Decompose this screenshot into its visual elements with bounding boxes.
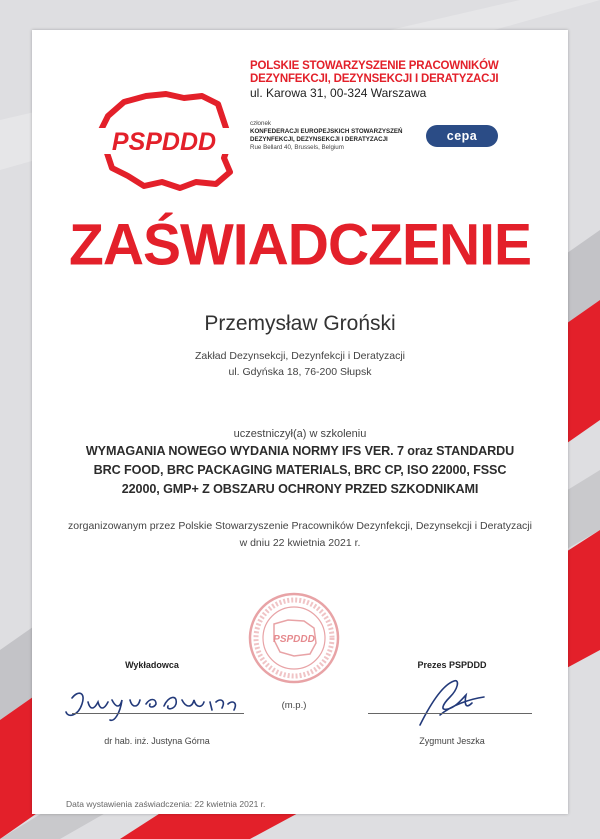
- organizer-line: zorganizowanym przez Polskie Stowarzyszenie Pracowników Dezynfekcji, Dezynsekcji i Deratyzacji: [68, 520, 532, 532]
- organization-name-line-2: DEZYNFEKCJI, DEZYNSEKCJI I DERATYZACJI: [250, 73, 499, 85]
- president-name: Zygmunt Jeszka: [419, 736, 485, 746]
- course-title-line-3: 22000, GMP+ Z OBSZARU OCHRONY PRZED SZKODNIKAMI: [121, 482, 479, 496]
- pspddd-logo: [84, 88, 244, 198]
- membership-info: [250, 120, 430, 152]
- certificate-title: ZAŚWIADCZENIE: [69, 212, 531, 278]
- issue-date: Data wystawienia zaświadczenia: 22 kwietnia 2021 r.: [66, 799, 266, 809]
- company-address: ul. Gdyńska 18, 76-200 Słupsk: [228, 366, 372, 378]
- course-title-line-2: BRC FOOD, BRC PACKAGING MATERIALS, BRC CP, ISO 22000, FSSC: [93, 463, 507, 477]
- stamp-text: PSPDDD: [273, 634, 315, 645]
- seal-label: (m.p.): [281, 700, 307, 711]
- lecturer-name: dr hab. inż. Justyna Górna: [104, 736, 210, 746]
- federation-line-1: KONFEDERACJI EUROPEJSKICH STOWARZYSZEŃ: [250, 128, 403, 135]
- course-title-line-1: WYMAGANIA NOWEGO WYDANIA NORMY IFS VER. 7 oraz STANDARDU: [85, 444, 515, 458]
- participant-name: Przemysław Groński: [204, 312, 396, 335]
- lecturer-title: Wykładowca: [125, 660, 179, 670]
- president-signature-line: [368, 713, 532, 714]
- certificate-sheet: [32, 30, 568, 814]
- lecturer-signature-line: [72, 713, 244, 714]
- organization-address: ul. Karowa 31, 00-324 Warszawa: [250, 86, 427, 100]
- training-date: w dniu 22 kwietnia 2021 r.: [239, 537, 361, 549]
- president-signature: [380, 675, 530, 730]
- participation-label: uczestniczył(a) w szkoleniu: [233, 428, 367, 440]
- organization-header: [250, 60, 550, 101]
- company-name: Zakład Dezynsekcji, Dezynfekcji i Deratyzacji: [194, 350, 406, 362]
- membership-label: członek: [250, 120, 271, 127]
- president-title: Prezes PSPDDD: [417, 660, 487, 670]
- organization-name-line-1: POLSKIE STOWARZYSZENIE PRACOWNIKÓW: [250, 60, 499, 72]
- cepa-logo: cepa: [426, 125, 498, 147]
- logo-text: PSPDDD: [111, 128, 217, 156]
- federation-address: Rue Bellard 40, Brussels, Belgium: [250, 144, 344, 151]
- federation-line-2: DEZYNFEKCJI, DEZYNSEKCJI I DERATYZACJI: [250, 136, 388, 143]
- lecturer-signature: [60, 680, 250, 730]
- official-stamp: [244, 588, 344, 688]
